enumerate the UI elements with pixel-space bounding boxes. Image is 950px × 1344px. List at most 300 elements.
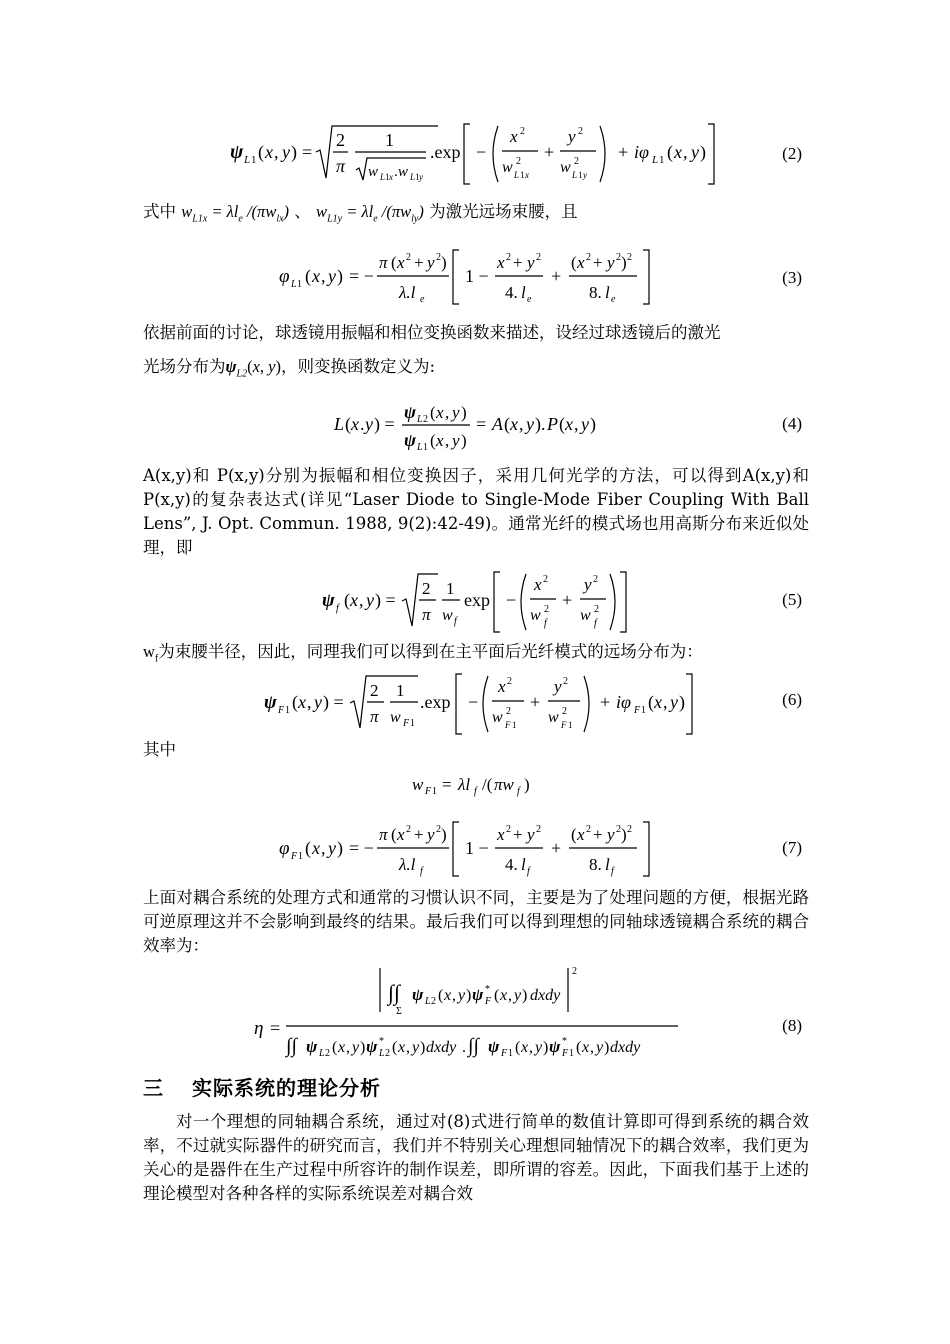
svg-text:1: 1 (297, 279, 302, 290)
svg-text:x: x (397, 825, 405, 844)
equation-6 (140, 670, 810, 736)
paragraph-section3 (143, 1110, 809, 1206)
svg-text:π: π (336, 156, 346, 176)
svg-text:dxdy: dxdy (530, 987, 561, 1004)
svg-text:y: y (535, 1039, 543, 1056)
svg-text:1: 1 (423, 442, 428, 453)
svg-text:+: + (530, 692, 541, 712)
svg-text:8.: 8. (589, 855, 602, 874)
svg-text:=: = (270, 1018, 281, 1038)
svg-text:L: L (652, 154, 659, 166)
svg-text:w: w (390, 709, 401, 726)
text-fragment: 其中 (143, 740, 176, 759)
svg-text:2: 2 (436, 252, 441, 263)
svg-text:): ) (700, 142, 706, 162)
svg-text:y: y (527, 253, 535, 272)
svg-text:F: F (291, 851, 298, 862)
svg-text:+: + (414, 825, 424, 844)
svg-text:(: ( (494, 987, 500, 1004)
svg-text:): ) (461, 403, 467, 422)
svg-text:iφ: iφ (616, 692, 631, 712)
svg-text:2: 2 (507, 676, 512, 687)
svg-text:y: y (352, 1039, 360, 1056)
svg-text:(: ( (430, 431, 436, 450)
svg-text:L: L (379, 1048, 385, 1059)
svg-text:y: y (452, 431, 460, 450)
svg-text:1: 1 (659, 154, 665, 166)
svg-text:2: 2 (506, 824, 511, 835)
svg-text:1: 1 (508, 1048, 513, 1059)
svg-text:,: , (574, 414, 579, 434)
svg-text:y: y (596, 1039, 604, 1056)
svg-text:1: 1 (446, 579, 455, 598)
svg-text:π: π (422, 605, 431, 624)
svg-text:,: , (359, 590, 364, 610)
svg-text:x: x (312, 838, 320, 858)
svg-text:+: + (551, 266, 562, 286)
svg-text:y: y (584, 575, 592, 594)
svg-text:L: L (417, 414, 423, 425)
svg-text:) =: ) = (323, 692, 344, 712)
svg-text:*: * (379, 1036, 384, 1047)
svg-text:l: l (605, 283, 610, 302)
svg-text:x: x (389, 172, 393, 182)
svg-text:η: η (254, 1018, 264, 1039)
svg-text:(: ( (292, 692, 298, 712)
equation-7-formula (275, 818, 695, 878)
svg-text:2: 2 (520, 126, 525, 137)
svg-text:): ) (441, 825, 447, 844)
svg-text:f: f (527, 866, 530, 877)
equation-3 (140, 246, 810, 306)
svg-text:+: + (544, 142, 555, 162)
svg-text:+: + (513, 825, 523, 844)
svg-text:f: f (517, 786, 520, 797)
equation-4 (140, 398, 810, 454)
svg-text:,: , (445, 403, 450, 422)
svg-text:2: 2 (431, 996, 436, 1007)
svg-text:y: y (458, 987, 466, 1004)
inline-math-wl1y: $w_{L1y} = \lambda l_e$ $/(\pi w_{ly})$ (316, 202, 424, 225)
svg-text:1: 1 (251, 154, 257, 166)
text-line: A(x,y)和 P(x,y)分别为振幅和相位变换因子，采用几何光学的方法，可以得到A(x,y)和 P(x,y)的复杂表达式(详见“Laser Diode to Single-Mode Fiber Coupling With Ball Lens”, J. Opt. Commun. 1988, 9(2):42-49)。通常光纤的模式场也用高斯分布来近似处理，即 (143, 466, 809, 557)
svg-text:(: ( (392, 1039, 398, 1056)
svg-text:(: ( (344, 590, 350, 610)
svg-text:(: ( (667, 142, 673, 162)
text-line: 依据前面的讨论，球透镜用振幅和相位变换函数来描述，设经过球透镜后的激光 (143, 323, 721, 342)
svg-text:1: 1 (432, 786, 437, 797)
svg-text:,: , (452, 987, 456, 1004)
svg-text:1: 1 (520, 170, 525, 180)
svg-text:w: w (580, 607, 591, 624)
svg-text:=: = (476, 414, 487, 434)
svg-text:+: + (513, 253, 523, 272)
svg-text:ψ: ψ (549, 1037, 561, 1056)
svg-text:w: w (560, 159, 571, 176)
svg-text:2: 2 (586, 824, 591, 835)
svg-text:1: 1 (410, 718, 415, 729)
svg-text:,: , (406, 1039, 410, 1056)
svg-text:x: x (510, 127, 518, 146)
text-prefix: 式中 (143, 202, 176, 221)
svg-text:(: ( (305, 266, 311, 286)
equation-5-formula (318, 568, 638, 634)
svg-text:2: 2 (406, 824, 411, 835)
svg-text:l: l (521, 283, 526, 302)
svg-text:2: 2 (423, 414, 428, 425)
svg-text:,: , (307, 692, 312, 712)
svg-text:x: x (654, 692, 662, 712)
equation-4-formula (330, 398, 650, 454)
svg-text:(: ( (345, 414, 351, 434)
svg-text:): ) (466, 987, 472, 1004)
svg-text:y: y (366, 590, 374, 610)
svg-text:,: , (346, 1039, 350, 1056)
svg-text:+: + (593, 825, 603, 844)
equation-number: (2) (782, 144, 802, 163)
text-line: 对一个理想的同轴耦合系统，通过对(8)式进行简单的数值计算即可得到系统的耦合效率，不过就实际器件的研究而言，我们并不特别关心理想同轴情况下的耦合效率，我们更为关心的是器件在生产过程中所容许的制作误差，即所谓的容差。因此，下面我们基于上述的理论模型对各种各样的实际系统误差对耦合效 (143, 1112, 809, 1203)
svg-text:L: L (410, 172, 416, 182)
svg-text:,: , (321, 838, 326, 858)
svg-text:2: 2 (325, 1048, 330, 1059)
svg-text:y: y (427, 825, 435, 844)
equation-number: (5) (782, 590, 802, 609)
svg-text:L: L (514, 170, 520, 180)
svg-text:exp: exp (464, 590, 490, 610)
svg-text:A: A (492, 414, 503, 434)
svg-text:w: w (412, 775, 424, 794)
svg-text:1: 1 (569, 1048, 574, 1059)
svg-text:): ) (604, 1039, 610, 1056)
svg-text:2: 2 (422, 579, 431, 598)
equation-6-formula (260, 670, 700, 736)
svg-text:): ) (543, 1039, 549, 1056)
svg-text:w: w (442, 607, 453, 624)
svg-text:F: F (485, 996, 492, 1007)
equation-number: (3) (782, 268, 802, 287)
svg-text:x: x (674, 142, 682, 162)
svg-text:2: 2 (616, 252, 621, 263)
svg-text:y: y (554, 677, 562, 696)
svg-text:2: 2 (336, 130, 345, 150)
svg-text:y: y (607, 253, 615, 272)
svg-text:=: = (442, 775, 452, 794)
svg-text:x: x (312, 266, 320, 286)
svg-text:y: y (328, 266, 336, 286)
svg-text:): ) (461, 431, 467, 450)
inline-math-psi-l2: $\psi_{L2}(x$, y) (225, 357, 281, 380)
svg-text:(: ( (258, 142, 264, 162)
svg-text:2: 2 (594, 604, 599, 615)
svg-text:−: − (506, 590, 517, 610)
svg-text:x: x (565, 414, 573, 434)
svg-text:2: 2 (616, 824, 621, 835)
equation-7 (140, 818, 810, 878)
svg-text:iφ: iφ (634, 142, 649, 162)
svg-text:2: 2 (536, 824, 541, 835)
section-title: 实际系统的理论分析 (192, 1076, 381, 1100)
svg-text:(: ( (430, 403, 436, 422)
svg-text:2: 2 (574, 156, 579, 167)
svg-text:l: l (605, 855, 610, 874)
svg-text:,: , (529, 1039, 533, 1056)
svg-text:,: , (663, 692, 668, 712)
equation-8 (140, 960, 810, 1060)
svg-text:(: ( (391, 253, 397, 272)
svg-text:x: x (521, 1039, 529, 1056)
svg-text:∫∫: ∫∫ (286, 1035, 297, 1057)
paragraph-after-eq4 (143, 464, 809, 560)
equation-wf1-formula (408, 770, 558, 800)
svg-text:F: F (425, 786, 432, 797)
svg-text:4.: 4. (505, 283, 518, 302)
svg-text:f: f (474, 786, 477, 797)
svg-text:+: + (562, 590, 573, 610)
svg-text:1: 1 (385, 130, 394, 150)
svg-text:x: x (498, 677, 506, 696)
equation-5 (140, 568, 810, 634)
equation-2 (140, 118, 810, 192)
inline-math-wl1x: $w_{L1x} = \lambda l_e$ $/(\pi w_{lx})$ (181, 202, 290, 225)
svg-text:π: π (379, 253, 388, 272)
svg-text:2: 2 (544, 604, 549, 615)
svg-text:=: = (302, 142, 313, 162)
svg-text:): ) (621, 825, 627, 844)
equation-number: (4) (782, 414, 802, 433)
svg-text:(: ( (515, 1039, 521, 1056)
svg-text:(: ( (648, 692, 654, 712)
svg-text:(: ( (438, 987, 444, 1004)
svg-text:): ) (337, 838, 343, 858)
svg-text:2: 2 (385, 1048, 390, 1059)
symbol: w (143, 642, 155, 661)
svg-text:): ) (420, 1039, 426, 1056)
svg-text:2: 2 (572, 966, 577, 977)
svg-text:1: 1 (512, 720, 517, 730)
svg-text:(: ( (305, 838, 311, 858)
svg-text:4.: 4. (505, 855, 518, 874)
svg-text:1: 1 (396, 681, 405, 700)
svg-text:x: x (436, 403, 444, 422)
svg-text:+: + (618, 142, 629, 162)
svg-text:∫∫: ∫∫ (468, 1035, 479, 1057)
text-fragment: ，则变换函数定义为: (281, 357, 436, 376)
equation-3-formula (275, 246, 695, 306)
svg-text:y: y (514, 987, 522, 1004)
svg-text:y: y (670, 692, 678, 712)
svg-text:(: ( (571, 825, 577, 844)
svg-text:f: f (454, 616, 457, 627)
svg-text:−: − (468, 692, 479, 712)
svg-text:L: L (334, 414, 345, 434)
text-fragment: 为束腰半径，因此，同理我们可以得到在主平面后光纤模式的远场分布为： (158, 642, 703, 661)
svg-text:x: x (436, 431, 444, 450)
svg-text:x: x (500, 987, 508, 1004)
svg-text:y: y (581, 414, 589, 434)
svg-text:F: F (501, 1048, 508, 1059)
svg-text:ψ: ψ (412, 985, 424, 1004)
text-line (143, 350, 809, 391)
svg-text:2: 2 (578, 126, 583, 137)
svg-text:e: e (527, 294, 532, 305)
equation-wf1 (140, 770, 810, 800)
svg-text:φ: φ (279, 838, 290, 859)
svg-text:): ) (360, 1039, 366, 1056)
svg-text:1 −: 1 − (465, 266, 489, 286)
paragraph-after-eq5 (143, 640, 809, 671)
svg-text:(: ( (571, 253, 577, 272)
equation-number: (8) (782, 1016, 802, 1035)
svg-text:): ) (441, 253, 447, 272)
svg-text:φ: φ (279, 266, 290, 287)
svg-text:x: x (582, 1039, 590, 1056)
svg-text:/(: /( (482, 775, 493, 794)
svg-text:w: w (548, 709, 559, 726)
svg-text:ψ: ψ (264, 692, 277, 713)
svg-text:F: F (403, 718, 410, 729)
svg-text:1: 1 (285, 705, 290, 716)
svg-text:y: y (314, 692, 322, 712)
svg-text:P: P (547, 414, 558, 434)
svg-text:ψ: ψ (404, 430, 417, 450)
svg-text:1 −: 1 − (465, 838, 489, 858)
svg-text:dxdy: dxdy (426, 1039, 457, 1056)
inline-math-wf (143, 642, 159, 665)
svg-text:,: , (519, 414, 524, 434)
svg-text:y: y (568, 127, 576, 146)
svg-text:y: y (419, 172, 423, 182)
svg-text:2: 2 (543, 574, 548, 585)
svg-text:): ) (590, 414, 596, 434)
svg-text:ψ: ψ (366, 1037, 378, 1056)
svg-text:): ) (291, 142, 297, 162)
text-separator: 、 (294, 202, 311, 221)
svg-text:∫∫: ∫∫ (388, 980, 401, 1005)
svg-text:,: , (274, 142, 279, 162)
svg-text:(: ( (559, 414, 565, 434)
svg-text:): ) (337, 266, 343, 286)
svg-text:y: y (583, 170, 587, 180)
svg-text:(: ( (576, 1039, 582, 1056)
svg-text:L: L (425, 996, 431, 1007)
section-number: 三 (143, 1076, 164, 1100)
svg-text:L: L (380, 172, 386, 182)
svg-text:,: , (445, 431, 450, 450)
text-suffix: 为激光远场束腰，且 (429, 202, 578, 221)
svg-text:l: l (521, 855, 526, 874)
svg-text:πw: πw (494, 775, 514, 794)
svg-text:L: L (417, 442, 423, 453)
svg-text:F: F (561, 720, 567, 730)
svg-text:2: 2 (370, 681, 379, 700)
svg-text:): ) (679, 692, 685, 712)
svg-text:y: y (452, 403, 460, 422)
svg-text:x: x (398, 1039, 406, 1056)
svg-text:f: f (544, 618, 547, 629)
svg-text:2: 2 (586, 252, 591, 263)
svg-text:(: ( (332, 1039, 338, 1056)
svg-text:(: ( (391, 825, 397, 844)
svg-text:y: y (691, 142, 699, 162)
svg-text:1: 1 (568, 720, 573, 730)
svg-text:2: 2 (406, 252, 411, 263)
svg-text:ψ: ψ (488, 1037, 500, 1056)
svg-text:).: ). (535, 414, 546, 434)
paragraph-qizhong (143, 738, 809, 762)
svg-text:π: π (370, 707, 379, 726)
svg-text:,: , (590, 1039, 594, 1056)
svg-text:.exp: .exp (430, 142, 461, 162)
svg-text:1: 1 (641, 705, 646, 716)
svg-text:.: . (360, 414, 365, 434)
svg-text:2: 2 (536, 252, 541, 263)
svg-text:.: . (462, 1039, 466, 1056)
svg-text:2: 2 (627, 252, 632, 263)
svg-text:2: 2 (562, 706, 567, 717)
svg-text:2: 2 (436, 824, 441, 835)
svg-text:x: x (350, 590, 358, 610)
svg-text:L: L (319, 1048, 325, 1059)
svg-text:F: F (562, 1048, 569, 1059)
svg-text:f: f (611, 866, 614, 877)
equation-number: (6) (782, 690, 802, 709)
svg-text:F: F (505, 720, 511, 730)
svg-text:(: ( (504, 414, 510, 434)
svg-text:2: 2 (516, 156, 521, 167)
svg-text:1: 1 (578, 170, 583, 180)
svg-text:L: L (244, 154, 251, 166)
svg-text:f: f (420, 866, 423, 877)
svg-text:dxdy: dxdy (610, 1039, 641, 1056)
svg-text:e: e (420, 294, 425, 305)
svg-text:x: x (534, 575, 542, 594)
svg-text:,: , (321, 266, 326, 286)
svg-text:2: 2 (563, 676, 568, 687)
svg-text:λl: λl (458, 775, 471, 794)
equation-number: (7) (782, 838, 802, 857)
paragraph-after-eq7 (143, 886, 809, 958)
svg-text:*: * (562, 1036, 567, 1047)
svg-text:x: x (351, 414, 359, 434)
svg-text:w: w (502, 159, 513, 176)
svg-text:e: e (611, 294, 616, 305)
svg-text:y: y (526, 414, 534, 434)
svg-text:w: w (368, 164, 379, 180)
svg-text:f: f (336, 603, 339, 614)
equation-8-formula (250, 960, 720, 1060)
svg-text:y: y (328, 838, 336, 858)
svg-text:y: y (365, 414, 373, 434)
svg-text:+: + (600, 692, 611, 712)
svg-text:1: 1 (298, 851, 303, 862)
svg-text:): ) (621, 253, 627, 272)
svg-text:y: y (527, 825, 535, 844)
svg-text:λ.l: λ.l (399, 283, 416, 302)
svg-text:= −: = − (349, 266, 374, 286)
equation-2-formula (220, 118, 740, 192)
svg-text:+: + (551, 838, 562, 858)
svg-text:.: . (394, 164, 398, 180)
svg-text:L: L (291, 279, 297, 290)
svg-text:x: x (497, 253, 505, 272)
svg-text:ψ: ψ (472, 985, 484, 1004)
svg-text:Σ: Σ (396, 1006, 402, 1017)
svg-text:= −: = − (349, 838, 374, 858)
svg-text:x: x (497, 825, 505, 844)
svg-text:) =: ) = (374, 414, 395, 434)
svg-text:f: f (594, 618, 597, 629)
svg-text:): ) (522, 987, 528, 1004)
